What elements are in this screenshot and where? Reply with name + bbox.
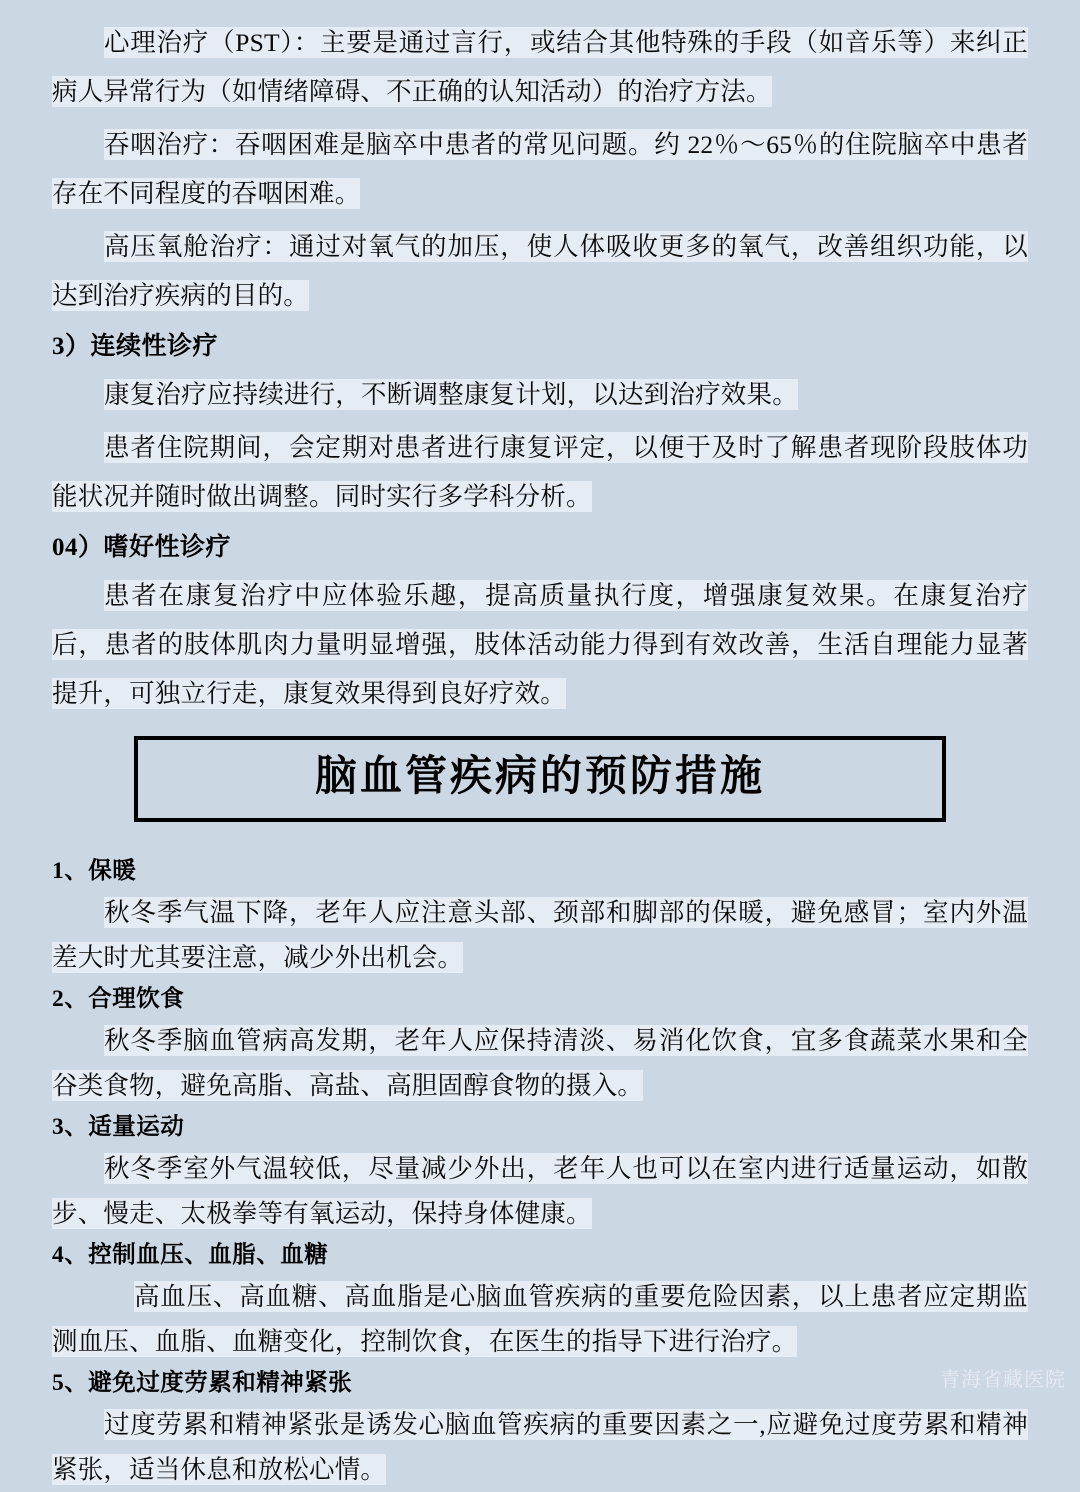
- heading-preference-care: [52, 525, 1028, 571]
- prevention-heading-diet: [52, 980, 1028, 1018]
- paragraph-continuous-1-text: 康复治疗应持续进行，不断调整康复计划，以达到治疗效果。: [104, 380, 798, 409]
- prevention-body-exercise: [52, 1146, 1028, 1236]
- paragraph-swallowing: [52, 120, 1028, 218]
- prevention-heading-diet-text: 2、合理饮食: [52, 986, 185, 1012]
- prevention-body-control: [52, 1274, 1028, 1364]
- boxed-section-title-text: 脑血管疾病的预防措施: [314, 754, 765, 800]
- paragraph-continuous-2-text: 患者住院期间，会定期对患者进行康复评定，以便于及时了解患者现阶段肢体功能状况并随时做出调整。同时实行多学科分析。: [52, 433, 1028, 511]
- heading-continuous-care-text: 3）连续性诊疗: [52, 333, 219, 360]
- prevention-body-diet-text: 秋冬季脑血管病高发期，老年人应保持清淡、易消化饮食，宜多食蔬菜水果和全谷类食物，避免高脂、高盐、高胆固醇食物的摄入。: [52, 1026, 1028, 1100]
- paragraph-continuous-2: [52, 423, 1028, 521]
- prevention-heading-control-text: 4、控制血压、血脂、血糖: [52, 1242, 329, 1268]
- watermark: 青海省藏医院: [940, 1369, 1066, 1391]
- prevention-heading-warm: [52, 852, 1028, 890]
- paragraph-pst: [52, 18, 1028, 116]
- prevention-heading-exercise: [52, 1108, 1028, 1146]
- prevention-heading-warm-text: 1、保暖: [52, 858, 137, 884]
- prevention-heading-exercise-text: 3、适量运动: [52, 1114, 185, 1140]
- prevention-body-control-text: 高血压、高血糖、高血脂是心脑血管疾病的重要危险因素，以上患者应定期监测血压、血脂、血糖变化，控制饮食，在医生的指导下进行治疗。: [52, 1282, 1028, 1356]
- prevention-body-warm: [52, 890, 1028, 980]
- prevention-heading-fatigue-text: 5、避免过度劳累和精神紧张: [52, 1370, 353, 1396]
- paragraph-pst-text: 心理治疗（PST）：主要是通过言行，或结合其他特殊的手段（如音乐等）来纠正病人异常行为（如情绪障碍、不正确的认知活动）的治疗方法。: [52, 28, 1028, 106]
- paragraph-hyperbaric: [52, 222, 1028, 320]
- paragraph-continuous-1: [52, 370, 1028, 419]
- heading-continuous-care: [52, 324, 1028, 370]
- prevention-body-warm-text: 秋冬季气温下降，老年人应注意头部、颈部和脚部的保暖，避免感冒；室内外温差大时尤其要注意，减少外出机会。: [52, 898, 1028, 972]
- prevention-heading-control: [52, 1236, 1028, 1274]
- prevention-body-fatigue-text: 过度劳累和精神紧张是诱发心脑血管疾病的重要因素之一,应避免过度劳累和精神紧张，适当休息和放松心情。: [52, 1410, 1028, 1484]
- paragraph-swallowing-text: 吞咽治疗：吞咽困难是脑卒中患者的常见问题。约 22％～65％的住院脑卒中患者存在不同程度的吞咽困难。: [52, 130, 1028, 208]
- prevention-heading-fatigue: [52, 1364, 1028, 1402]
- prevention-body-diet: [52, 1018, 1028, 1108]
- prevention-body-exercise-text: 秋冬季室外气温较低，尽量减少外出，老年人也可以在室内进行适量运动，如散步、慢走、太极拳等有氧运动，保持身体健康。: [52, 1154, 1028, 1228]
- paragraph-preference-1: [52, 571, 1028, 718]
- prevention-body-fatigue: [52, 1402, 1028, 1492]
- paragraph-hyperbaric-text: 高压氧舱治疗：通过对氧气的加压，使人体吸收更多的氧气，改善组织功能，以达到治疗疾病的目的。: [52, 232, 1028, 310]
- boxed-section-title: [134, 736, 946, 822]
- paragraph-preference-1-text: 患者在康复治疗中应体验乐趣，提高质量执行度，增强康复效果。在康复治疗后，患者的肢体肌肉力量明显增强，肢体活动能力得到有效改善，生活自理能力显著提升，可独立行走，康复效果得到良好疗效。: [52, 581, 1028, 708]
- heading-preference-care-text: 04）嗜好性诊疗: [52, 534, 232, 561]
